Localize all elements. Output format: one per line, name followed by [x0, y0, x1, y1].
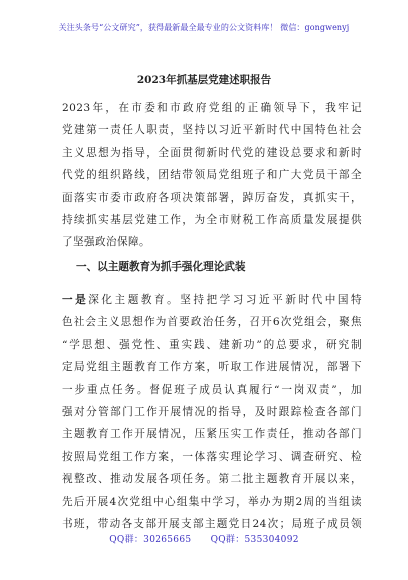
- body-line-text: 深化主题教育。坚持把学习习近平新时代中国特: [88, 294, 362, 306]
- intro-line: 面落实市委市政府各项决策部署，踔厉奋发，真抓实干，: [62, 191, 362, 204]
- intro-line: 了坚强政治保障。: [62, 236, 150, 249]
- intro-line: 主义思想为指导，全面贯彻新时代党的建设总要求和新时: [62, 146, 362, 159]
- body-line: 定局党组主题教育工作方案，听取工作进展情况，部署下: [62, 361, 362, 374]
- body-line: 视整改、推动发展各项任务。第二批主题教育开展以来，: [62, 473, 362, 486]
- body-line: 强对分管部门工作开展情况的指导，及时跟踪检查各部门: [62, 406, 362, 419]
- body-lead: 一是: [62, 294, 89, 306]
- intro-line: 代党的组织路线，团结带领局党组班子和广大党员干部全: [62, 169, 362, 182]
- body-line: 先后开展4次党组中心组集中学习，举办为期2周的当组读: [62, 495, 362, 508]
- page-title: 2023年抓基层党建述职报告: [136, 74, 272, 86]
- body-line: 主题教育工作开展情况，压紧压实工作责任，推动各部门: [62, 428, 362, 441]
- body-line: 按照局党组工作方案，一体落实理论学习、调查研究、检: [62, 450, 362, 463]
- header-note: 关注头条号“公文研究”，获得最新最全最专业的公文资料库！ 微信：gongwenyj: [58, 23, 350, 32]
- body-line: 一步重点任务。督促班子成员认真履行“一岗双责”，加: [62, 383, 362, 396]
- body-line: [62, 289, 362, 311]
- footer: [0, 532, 408, 545]
- intro-line: 2023年，在市委和市政府党组的正确领导下，我牢记: [62, 102, 362, 114]
- body-line: 色社会主义思想作为首要政治任务，召开6次党组会，聚焦: [62, 316, 362, 329]
- intro-line: 持续抓实基层党建工作，为全市财税工作高质量发展提供: [62, 214, 362, 227]
- section-heading: 一、以主题教育为抓手强化理论武装: [76, 261, 246, 273]
- footer-qq-group-1: QQ群：30265665: [109, 535, 192, 545]
- body-paragraph: [62, 289, 362, 535]
- body-line: 书班，带动各支部开展支部主题党日24次；局班子成员领: [62, 518, 362, 531]
- intro-paragraph: [62, 97, 362, 254]
- footer-qq-group-2: QQ群：535304092: [210, 535, 299, 545]
- intro-line: 党建第一责任人职责，坚持以习近平新时代中国特色社会: [62, 124, 362, 137]
- body-line: “学思想、强党性、重实践、建新功”的总要求，研究制: [62, 338, 362, 351]
